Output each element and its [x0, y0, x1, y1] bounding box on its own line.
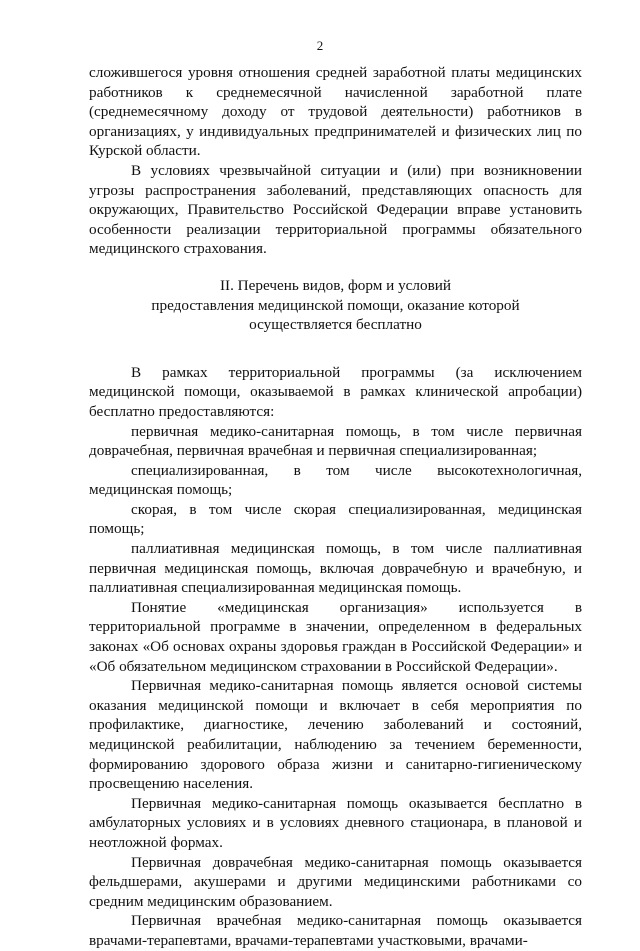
paragraph: Первичная врачебная медико-санитарная помощь оказывается врачами-терапевтами, врачами-терапевтами участковыми, врачами-	[89, 912, 582, 949]
paragraph: Понятие «медицинская организация» используется в территориальной программе в значении, определенном в федеральных законах «Об основах охраны здоровья граждан в Российской Федерации» и «Об обязательном медицинском страховании в Российской Федерации».	[89, 598, 582, 675]
paragraph: первичная медико-санитарная помощь, в том числе первичная доврачебная, первичная врачебная и первичная специализированная;	[89, 422, 582, 460]
paragraph: Первичная медико-санитарная помощь оказывается бесплатно в амбулаторных условиях и в условиях дневного стационара, в плановой и неотложной формах.	[89, 794, 582, 851]
paragraph: сложившегося уровня отношения средней заработной платы медицинских работников к среднемесячной начисленной заработной плате (среднемесячному доходу от трудовой деятельности) работников в организациях, у индивидуальных предпринимателей и физических лиц по Курской области.	[89, 64, 582, 160]
section-heading-line: осуществляется бесплатно	[249, 316, 422, 334]
paragraph: паллиативная медицинская помощь, в том числе паллиативная первичная медицинская помощь, включая доврачебную и врачебную, и паллиативная специализированная медицинская помощь.	[89, 540, 582, 597]
paragraph: специализированная, в том числе высокотехнологичная, медицинская помощь;	[89, 461, 582, 499]
paragraph: В рамках территориальной программы (за исключением медицинской помощи, оказываемой в рамках клинической апробации) бесплатно предоставляются:	[89, 363, 582, 420]
paragraph: Первичная доврачебная медико-санитарная помощь оказывается фельдшерами, акушерами и другими медицинскими работниками со средним медицинским образованием.	[89, 853, 582, 910]
section-heading-line: II. Перечень видов, форм и условий	[219, 276, 452, 294]
section-heading	[89, 276, 582, 335]
paragraph: скорая, в том числе скорая специализированная, медицинская помощь;	[89, 500, 582, 538]
document-body	[89, 63, 582, 951]
section-heading-line: предоставления медицинской помощи, оказание которой	[151, 296, 520, 314]
paragraph: Первичная медико-санитарная помощь является основой системы оказания медицинской помощи и включает в себя мероприятия по профилактике, диагностике, лечению заболеваний и состояний, медицинской реабилитации, наблюдению за течением беременности, формированию здорового образа жизни и санитарно-гигиеническому просвещению населения.	[89, 677, 582, 793]
page-number: 2	[316, 38, 324, 53]
paragraph: В условиях чрезвычайной ситуации и (или) при возникновении угрозы распространения заболеваний, представляющих опасность для окружающих, Правительство Российской Федерации вправе установить особенности реализации территориальной программы обязательного медицинского страхования.	[89, 161, 582, 258]
